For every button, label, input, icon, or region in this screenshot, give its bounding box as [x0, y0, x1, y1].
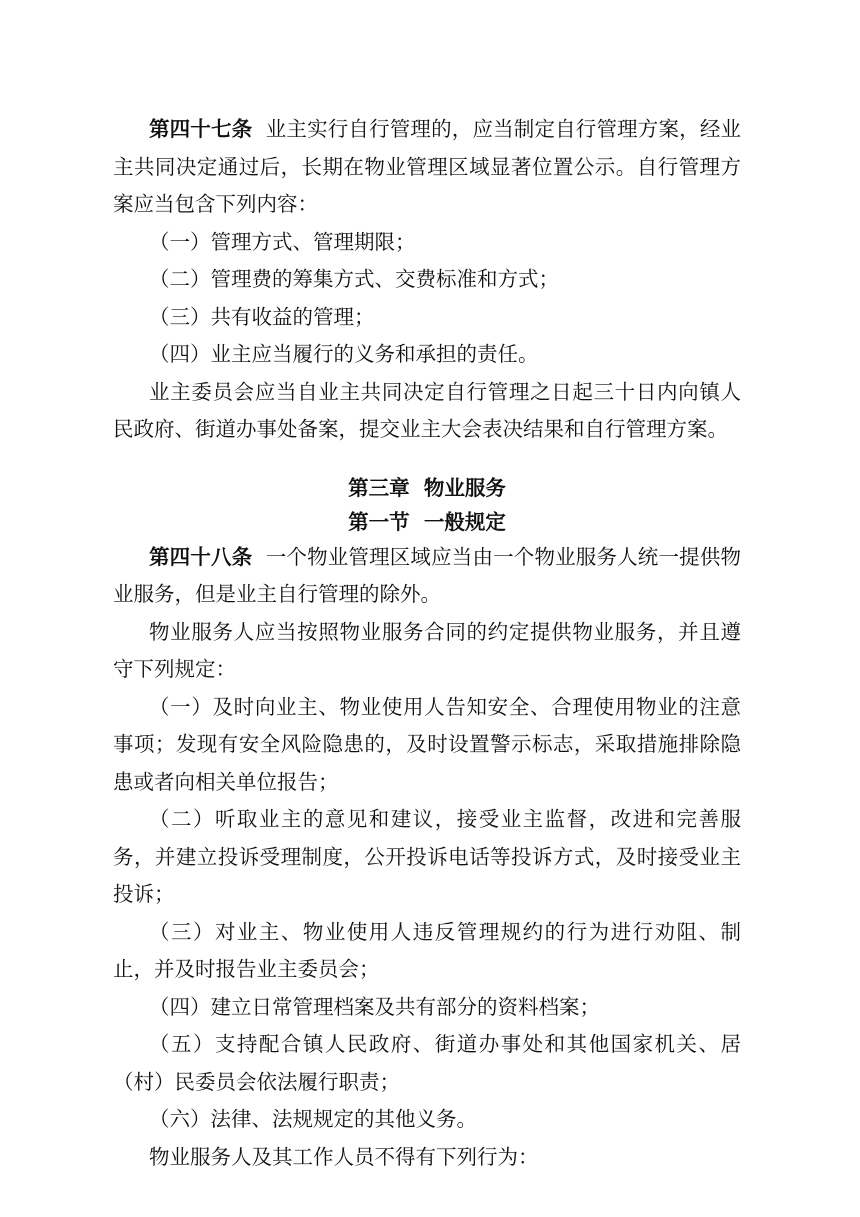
- article-48-paragraph: [113, 539, 741, 614]
- section-spacer: [113, 449, 741, 471]
- article-47-heading: 第四十七条: [149, 117, 253, 141]
- chapter-title: 第三章 物业服务: [348, 475, 506, 500]
- article-48-item-3: （三）对业主、物业使用人违反管理规约的行为进行劝阻、制止，并及时报告业主委员会；: [113, 919, 741, 981]
- article-48-paragraph-2: 物业服务人应当按照物业服务合同的约定提供物业服务，并且遵守下列规定：: [113, 619, 741, 681]
- article-48-text: 一个物业管理区域应当由一个物业服务人统一提供物业服务，但是业主自行管理的除外。: [113, 544, 741, 606]
- article-47-paragraph: [113, 111, 741, 224]
- article-47-item-2: （二）管理费的筹集方式、交费标准和方式；: [149, 267, 559, 291]
- article-47-item-3: （三）共有收益的管理；: [149, 304, 375, 329]
- article-47-paragraph-2: 业主委员会应当自业主共同决定自行管理之日起三十日内向镇人民政府、街道办事处备案，提交业主大会表决结果和自行管理方案。: [113, 379, 741, 441]
- document-body: [113, 111, 741, 1176]
- article-47-text: 业主实行自行管理的，应当制定自行管理方案，经业主共同决定通过后，长期在物业管理区域显著位置公示。自行管理方案应当包含下列内容：: [113, 117, 741, 216]
- article-48-item-6: （六）法律、法规规定的其他义务。: [149, 1107, 477, 1131]
- section-title: 第一节 一般规定: [348, 509, 506, 534]
- article-48-item-1: （一）及时向业主、物业使用人告知安全、合理使用物业的注意事项；发现有安全风险隐患的，及时设置警示标志，采取措施排除隐患或者向相关单位报告；: [113, 694, 741, 794]
- article-47-item-1: （一）管理方式、管理期限；: [149, 229, 416, 254]
- article-48-item-5: （五）支持配合镇人民政府、街道办事处和其他国家机关、居（村）民委员会依法履行职责；: [113, 1032, 741, 1094]
- article-48-paragraph-3: 物业服务人及其工作人员不得有下列行为：: [149, 1144, 539, 1169]
- article-48-item-4: （四）建立日常管理档案及共有部分的资料档案；: [149, 994, 600, 1019]
- article-48-item-2: （二）听取业主的意见和建议，接受业主监督，改进和完善服务，并建立投诉受理制度，公开投诉电话等投诉方式，及时接受业主投诉；: [113, 807, 741, 906]
- article-47-item-4: （四）业主应当履行的义务和承担的责任。: [149, 342, 539, 366]
- article-48-heading: 第四十八条: [149, 544, 253, 569]
